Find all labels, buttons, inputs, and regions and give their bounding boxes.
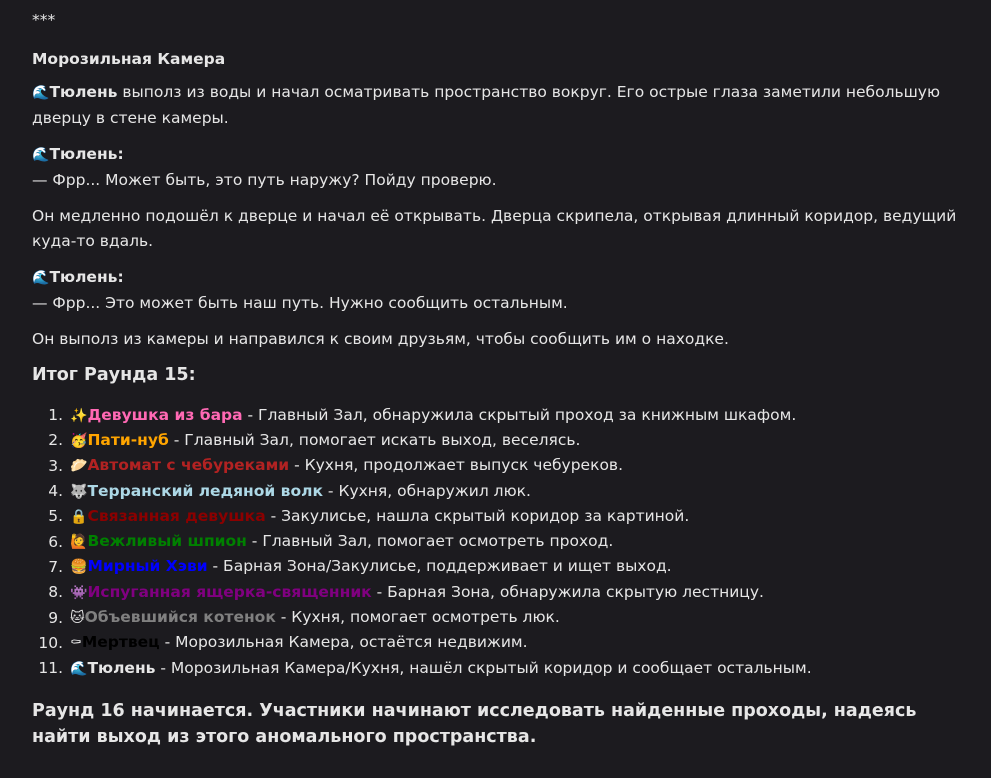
participant-status: - Кухня, продолжает выпуск чебуреков. xyxy=(289,456,623,475)
pastry-icon: 🥟 xyxy=(70,458,88,475)
lock-icon: 🔒 xyxy=(70,508,88,525)
list-item xyxy=(32,428,977,453)
participant-status: - Главный Зал, обнаружила скрытый проход за книжным шкафом. xyxy=(242,405,797,424)
wolf-icon: 🐺 xyxy=(70,483,88,500)
participant-status: - Кухня, обнаружил люк. xyxy=(323,481,531,500)
wave-icon: 🌊 xyxy=(32,270,50,286)
speaker-label: Тюлень: xyxy=(49,145,124,163)
list-item xyxy=(32,580,977,605)
summary-title: Итог Раунда 15: xyxy=(32,365,196,385)
alien-monster-icon: 👾 xyxy=(70,584,88,601)
participant-name: Объевшийся котенок xyxy=(84,608,276,627)
list-item xyxy=(32,504,977,529)
list-item-body xyxy=(70,580,764,606)
scene-heading: Морозильная Камера xyxy=(32,50,226,68)
participant-status: - Морозильная Камера/Кухня, нашёл скрытый коридор и сообщает остальным. xyxy=(155,658,812,677)
list-item-body xyxy=(70,403,796,429)
participant-status: - Кухня, помогает осмотреть люк. xyxy=(275,608,560,627)
participant-name: Терранский ледяной волк xyxy=(87,481,323,500)
list-item xyxy=(32,529,977,554)
list-item xyxy=(32,555,977,580)
participant-status: - Барная Зона, обнаружила скрытую лестницу. xyxy=(371,582,764,601)
separator: *** xyxy=(32,11,56,29)
participant-name: Пати-нуб xyxy=(87,430,169,449)
list-item xyxy=(32,656,977,681)
participant-name: Вежливый шпион xyxy=(87,532,247,551)
participant-status: - Главный Зал, помогает осмотреть проход. xyxy=(246,532,614,551)
participant-status: - Главный Зал, помогает искать выход, веселясь. xyxy=(168,430,581,449)
list-item-body xyxy=(70,630,528,656)
chat-message xyxy=(32,8,977,750)
sparkles-icon: ✨ xyxy=(70,407,88,424)
participant-name: Испуганная ящерка-священник xyxy=(87,582,372,601)
list-item-body xyxy=(70,479,531,505)
dialogue-block-1 xyxy=(32,142,977,193)
list-item-number: 5. xyxy=(48,507,63,526)
person-raising-hand-icon: 🙋 xyxy=(70,534,88,551)
participant-name: Связанная девушка xyxy=(87,506,266,525)
list-item-body xyxy=(70,605,560,631)
narration-paragraph-1 xyxy=(32,80,977,131)
list-item-body xyxy=(70,453,623,479)
burger-icon: 🍔 xyxy=(70,559,88,576)
wave-icon: 🌊 xyxy=(32,147,50,163)
list-item-number: 2. xyxy=(48,431,63,450)
list-item xyxy=(32,403,977,428)
list-item-body xyxy=(70,529,613,555)
list-item-number: 1. xyxy=(48,406,63,425)
list-item-number: 8. xyxy=(48,583,63,602)
list-item xyxy=(32,631,977,656)
participant-name: Автомат с чебуреками xyxy=(87,456,290,475)
list-item-body xyxy=(70,554,672,580)
list-item xyxy=(32,479,977,504)
narration-text: выполз из воды и начал осматривать пространство вокруг. Его острые глаза заметили небольшую дверцу в стене камеры. xyxy=(32,83,941,127)
narration-paragraph-2: Он медленно подошёл к дверце и начал её открывать. Дверца скрипела, открывая длинный коридор, ведущий куда-то вдаль. xyxy=(32,207,957,250)
list-item-number: 10. xyxy=(38,633,63,652)
participant-name: Девушка из бара xyxy=(87,405,243,424)
list-item-body xyxy=(70,504,689,530)
list-item xyxy=(32,605,977,630)
list-item xyxy=(32,454,977,479)
speaker-label: Тюлень: xyxy=(49,268,124,286)
list-item-number: 3. xyxy=(48,456,63,475)
participant-status: - Закулисье, нашла скрытый коридор за картиной. xyxy=(265,506,690,525)
wave-icon: 🌊 xyxy=(32,85,50,101)
list-item-number: 9. xyxy=(48,608,63,627)
results-list xyxy=(32,403,977,681)
participant-status: - Морозильная Камера, остаётся недвижим. xyxy=(159,633,528,652)
participant-name: Мертвец xyxy=(81,633,160,652)
dialogue-line: — Фрр... Это может быть наш путь. Нужно сообщить остальным. xyxy=(32,294,568,312)
list-item-body xyxy=(70,656,812,682)
dialogue-block-2 xyxy=(32,265,977,316)
list-item-number: 11. xyxy=(38,659,63,678)
cat-face-icon: 🐱 xyxy=(70,610,85,627)
wave-icon: 🌊 xyxy=(70,660,88,677)
speaker-name: Тюлень xyxy=(49,83,118,101)
party-face-icon: 🥳 xyxy=(70,432,88,449)
list-item-number: 6. xyxy=(48,532,63,551)
coffin-icon: ⚰ xyxy=(70,635,82,652)
dialogue-line: — Фрр... Может быть, это путь наружу? Пойду проверю. xyxy=(32,171,497,189)
narration-paragraph-3: Он выполз из камеры и направился к своим друзьям, чтобы сообщить им о находке. xyxy=(32,330,729,348)
participant-name: Тюлень xyxy=(87,658,156,677)
participant-name: Мирный Хэви xyxy=(87,557,208,576)
participant-status: - Барная Зона/Закулисье, поддерживает и ищет выход. xyxy=(207,557,672,576)
list-item-body xyxy=(70,428,580,454)
list-item-number: 7. xyxy=(48,557,63,576)
round-announcement: Раунд 16 начинается. Участники начинают исследовать найденные проходы, надеясь найти выход из этого аномального пространства. xyxy=(32,701,917,748)
list-item-number: 4. xyxy=(48,482,63,501)
